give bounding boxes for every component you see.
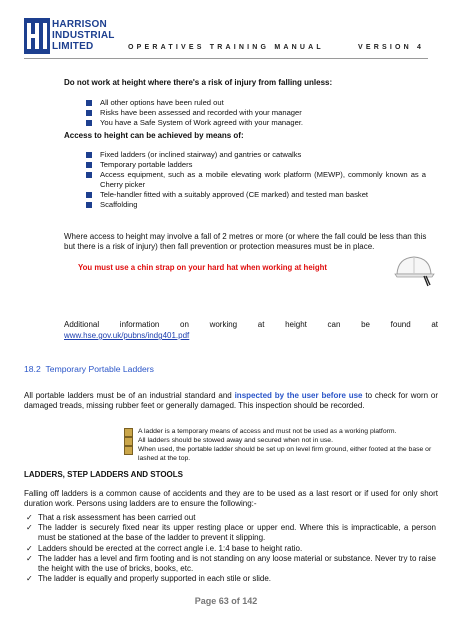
checkmark-icon: ✓ [26, 574, 33, 584]
manual-title: OPERATIVES TRAINING MANUAL [128, 44, 324, 51]
check-text: The ladder has a level and firm footing and is not standing on any loose material or substance. Never try to raise the height with the use of bricks, books, etc. [38, 553, 436, 574]
company-logo [24, 18, 115, 54]
checkmark-icon: ✓ [26, 523, 33, 533]
list-item [138, 427, 438, 436]
paragraph-start: All portable ladders must be of an industrial standard and [24, 391, 232, 400]
ladder-notes-list [138, 427, 438, 463]
list-item [138, 445, 438, 463]
version-label: VERSION 4 [358, 44, 425, 51]
height-warning: Do not work at height where there's a risk of injury from falling unless: [64, 78, 333, 87]
list-item [24, 544, 436, 554]
additional-info: Additional information on working at height can be found at [64, 320, 438, 329]
hse-link[interactable]: www.hse.gov.uk/pubns/indg401.pdf [64, 331, 190, 340]
list-item [24, 554, 436, 574]
note-icon [124, 437, 133, 446]
page-number: Page 63 of 142 [194, 596, 258, 606]
logo-line: LIMITED [52, 41, 94, 52]
paragraph-end: to check for worn or damaged treads, missing rubber feet or generally damaged. This inspection should be recorded. [24, 391, 438, 410]
note-text: A ladder is a temporary means of access and must not be used as a working platform. [138, 428, 397, 435]
section-heading [24, 364, 154, 374]
note-text: All ladders should be stowed away and secured when not in use. [138, 437, 333, 444]
list-item [24, 574, 436, 584]
ladder-standard-paragraph [24, 391, 438, 411]
list-item: Access equipment, such as a mobile elevating work platform (MEWP), commonly known as a Cherry picker [86, 170, 426, 190]
list-item: Temporary portable ladders [86, 160, 426, 170]
note-text: When used, the portable ladder should be set up on level firm ground, either footed at the base or lashed at the top. [138, 446, 432, 462]
section-title: Temporary Portable Ladders [45, 364, 154, 374]
list-item: You have a Safe System of Work agreed with your manager. [86, 118, 426, 128]
ladder-checklist [24, 513, 436, 584]
ladders-intro: Falling off ladders is a common cause of accidents and they are to be used as a last resort or if used for only short duration work. Persons using ladders are to ensure the following:- [24, 489, 438, 508]
fall-paragraph: Where access to height may involve a fall of 2 metres or more (or where the fall could be less than this but there is a risk of injury) then fall prevention or protection measures must be in place. [64, 232, 427, 251]
header-divider [24, 58, 428, 59]
check-text: The ladder is equally and properly supported in each stile or slide. [38, 574, 272, 584]
list-item: Scaffolding [86, 200, 426, 210]
note-icon [124, 446, 133, 455]
inspection-highlight: inspected by the user before use [234, 391, 363, 400]
checkmark-icon: ✓ [26, 553, 33, 563]
hard-hat-icon [394, 252, 436, 288]
ladders-heading: LADDERS, STEP LADDERS AND STOOLS [24, 470, 183, 479]
logo-mark-icon [24, 18, 50, 54]
check-text: The ladder is securely fixed near its upper resting place or upper end. Where this is impracticable, a person must be stationed at the base of the ladder to prevent it slipping. [38, 523, 436, 543]
access-means-list [86, 150, 426, 210]
chin-strap-warning: You must use a chin strap on your hard hat when working at height [78, 263, 327, 272]
check-text: That a risk assessment has been carried out [38, 513, 196, 522]
logo-line: HARRISON [52, 19, 107, 30]
check-text: Ladders should be erected at the correct angle i.e. 1:4 base to height ratio. [38, 543, 303, 553]
conditions-list [86, 98, 426, 128]
access-heading: Access to height can be achieved by means of: [64, 131, 244, 140]
section-number: 18.2 [24, 364, 41, 374]
list-item: All other options have been ruled out [86, 98, 426, 108]
logo-line: INDUSTRIAL [52, 30, 115, 41]
list-item [24, 523, 436, 543]
list-item: Tele-handler fitted with a suitably approved (CE marked) and tested man basket [86, 190, 426, 200]
list-item [138, 436, 438, 445]
note-icon [124, 428, 133, 437]
checkmark-icon: ✓ [26, 513, 33, 522]
list-item [24, 513, 436, 523]
logo-text [52, 19, 115, 52]
list-item: Fixed ladders (or inclined stairway) and gantries or catwalks [86, 150, 426, 160]
checkmark-icon: ✓ [26, 543, 33, 553]
list-item: Risks have been assessed and recorded with your manager [86, 108, 426, 118]
